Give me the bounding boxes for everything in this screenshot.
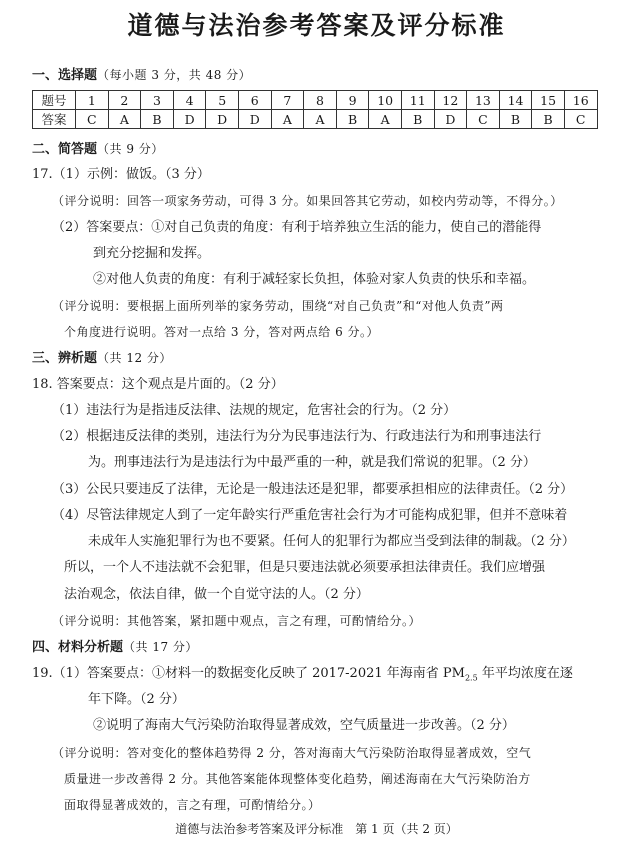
answer-cell: C xyxy=(76,110,109,129)
section3-note: （共 12 分） xyxy=(97,351,172,365)
question-number: 7 xyxy=(271,91,304,110)
question-number: 6 xyxy=(238,91,271,110)
answer-line: 未成年人实施犯罪行为也不要紧。任何人的犯罪行为都应当受到法律的制裁。（2 分） xyxy=(88,534,575,549)
section1-header xyxy=(32,67,251,84)
answer-cell: D xyxy=(434,110,467,129)
answer-cell: A xyxy=(271,110,304,129)
answer-line: 法治观念，依法自律，做一个自觉守法的人。（2 分） xyxy=(64,587,369,602)
answer-cell: B xyxy=(336,110,369,129)
page-title: 道德与法治参考答案及评分标准 xyxy=(127,11,506,40)
answer-table xyxy=(32,90,598,129)
answer-table-answer-row xyxy=(33,110,598,129)
question-number: 10 xyxy=(369,91,402,110)
answer-line: （2）答案要点：①对自己负责的角度：有利于培养独立生活的能力，使自己的潜能得 xyxy=(52,220,542,235)
section2-header xyxy=(32,141,164,158)
answer-line: （2）根据违反法律的类别，违法行为分为民事违法行为、行政违法行为和刑事违法行 xyxy=(52,429,542,444)
scoring-note-line: （评分说明：其他答案，紧扣题中观点，言之有理，可酌情给分。） xyxy=(52,614,422,628)
answer-line: （3）公民只要违反了法律，无论是一般违法还是犯罪，都要承担相应的法律责任。（2 分） xyxy=(52,482,574,497)
section2-note: （共 9 分） xyxy=(97,142,164,156)
answer-line: ②说明了海南大气污染防治取得显著成效，空气质量进一步改善。（2 分） xyxy=(93,718,515,733)
answer-cell: A xyxy=(108,110,141,129)
answer-cell: C xyxy=(564,110,597,129)
answer-line: 所以，一个人不违法就不会犯罪，但是只要违法就必须要承担法律责任。我们应增强 xyxy=(64,560,546,575)
section4-heading: 四、材料分析题 xyxy=(32,640,124,655)
question-number: 2 xyxy=(108,91,141,110)
answer-cell: B xyxy=(401,110,434,129)
answer-line: 18. 答案要点：这个观点是片面的。（2 分） xyxy=(32,377,284,392)
answer-cell: B xyxy=(532,110,565,129)
answer-line: （1）违法行为是指违反法律、法规的规定，危害社会的行为。（2 分） xyxy=(52,403,457,418)
question-number: 5 xyxy=(206,91,239,110)
answer-cell: A xyxy=(304,110,337,129)
scoring-note-line: 个角度进行说明。答对一点给 3 分，答对两点给 6 分。） xyxy=(64,325,380,339)
pm25-subscript: 2.5 xyxy=(464,673,478,683)
answer-line: 到充分挖掘和发挥。 xyxy=(93,246,211,261)
scoring-note-line: （评分说明：要根据上面所列举的家务劳动，围绕“对自己负责”和“对他人负责”两 xyxy=(52,299,504,313)
answer-cell: D xyxy=(238,110,271,129)
scoring-note-line: （评分说明：回答一项家务劳动，可得 3 分。如果回答其它劳动，如校内劳动等，不得分。） xyxy=(52,194,563,208)
answer-line: ②对他人负责的角度：有利于减轻家长负担，体验对家人负责的快乐和幸福。 xyxy=(93,272,536,287)
section1-heading: 一、选择题 xyxy=(32,68,98,83)
answer-line-pm25 xyxy=(32,666,573,687)
section3-header xyxy=(32,350,172,367)
question-number: 13 xyxy=(467,91,500,110)
scoring-note-line: （评分说明：答对变化的整体趋势得 2 分，答对海南大气污染防治取得显著成效，空气 xyxy=(52,746,532,760)
scoring-note-line: 面取得显著成效的，言之有理，可酌情给分。） xyxy=(64,798,321,812)
answer-cell: A xyxy=(369,110,402,129)
section2-heading: 二、简答题 xyxy=(32,142,98,157)
question-number: 3 xyxy=(141,91,174,110)
scoring-note-line: 质量进一步改善得 2 分。其他答案能体现整体变化趋势，阐述海南在大气污染防治方 xyxy=(64,772,531,786)
question-number: 12 xyxy=(434,91,467,110)
answer-line: 为。刑事违法行为是违法行为中最严重的一种，就是我们常说的犯罪。（2 分） xyxy=(88,455,536,470)
answer-line: 17.（1）示例：做饭。（3 分） xyxy=(32,167,210,182)
question-number: 8 xyxy=(304,91,337,110)
page-footer: 道德与法治参考答案及评分标准 第 1 页（共 2 页） xyxy=(175,822,458,836)
answer-cell: D xyxy=(173,110,206,129)
row-label-number: 题号 xyxy=(33,91,76,110)
answer-table-number-row xyxy=(33,91,598,110)
question-number: 9 xyxy=(336,91,369,110)
answer-text: 年平均浓度在逐 xyxy=(477,666,573,681)
answer-text: 19.（1）答案要点：①材料一的数据变化反映了 2017-2021 年海南省 PM xyxy=(32,666,465,681)
section3-heading: 三、辨析题 xyxy=(32,351,98,366)
question-number: 14 xyxy=(499,91,532,110)
answer-cell: B xyxy=(141,110,174,129)
question-number: 4 xyxy=(173,91,206,110)
question-number: 11 xyxy=(401,91,434,110)
answer-line: 年下降。（2 分） xyxy=(88,692,185,707)
question-number: 1 xyxy=(76,91,109,110)
answer-line: （4）尽管法律规定人到了一定年龄实行严重危害社会行为才可能构成犯罪，但并不意味着 xyxy=(52,508,568,523)
section4-note: （共 17 分） xyxy=(123,640,198,654)
question-number: 16 xyxy=(564,91,597,110)
section4-header xyxy=(32,639,198,656)
answer-cell: D xyxy=(206,110,239,129)
answer-cell: C xyxy=(467,110,500,129)
row-label-answer: 答案 xyxy=(33,110,76,129)
answer-cell: B xyxy=(499,110,532,129)
section1-note: （每小题 3 分，共 48 分） xyxy=(97,68,252,82)
question-number: 15 xyxy=(532,91,565,110)
